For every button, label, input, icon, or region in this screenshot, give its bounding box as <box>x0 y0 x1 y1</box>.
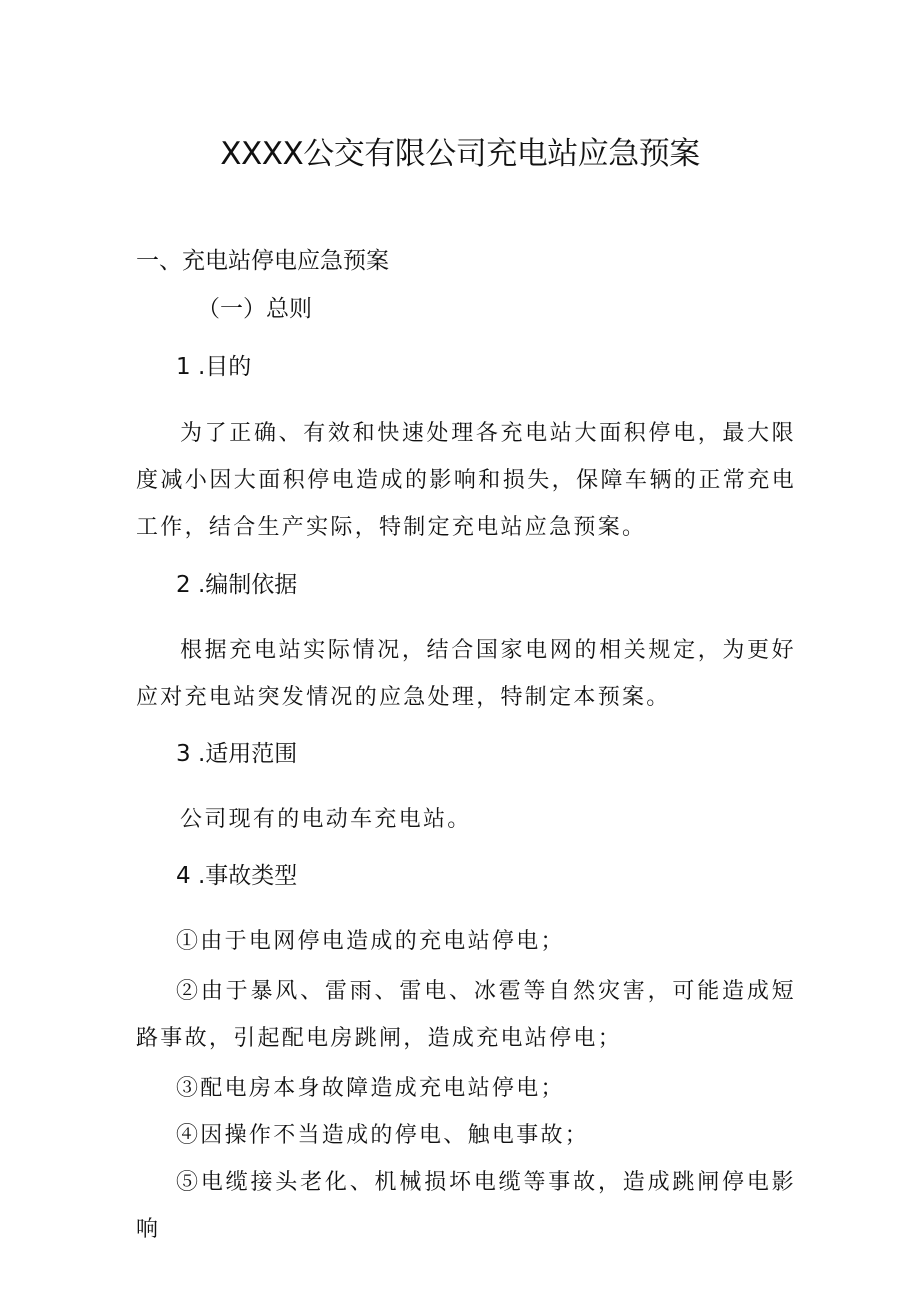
section-heading-power-outage: 一、充电站停电应急预案 <box>136 248 389 274</box>
heading-scope: 3 .适用范围 <box>176 741 298 767</box>
paragraph-scope: 公司现有的电动车充电站。 <box>180 807 472 832</box>
paragraph-basis: 根据充电站实际情况，结合国家电网的相关规定，为更好应对充电站突发情况的应急处理，特制定本预案。 <box>136 638 796 710</box>
list-item: ①由于电网停电造成的充电站停电； <box>176 929 565 954</box>
list-item: ③配电房本身故障造成充电站停电； <box>176 1076 565 1101</box>
list-item: ②由于暴风、雷雨、雷电、冰雹等自然灾害，可能造成短路事故，引起配电房跳闸，造成充电站停电； <box>136 979 796 1051</box>
paragraph-purpose: 为了正确、有效和快速处理各充电站大面积停电，最大限度减小因大面积停电造成的影响和损失，保障车辆的正常充电工作，结合生产实际，特制定充电站应急预案。 <box>136 421 796 540</box>
list-item: ④因操作不当造成的停电、触电事故； <box>176 1123 590 1148</box>
list-item: ⑤电缆接头老化、机械损坏电缆等事故，造成跳闸停电影响 <box>136 1170 796 1242</box>
heading-accident-types: 4 .事故类型 <box>176 863 298 889</box>
document-title: XXXX公交有限公司充电站应急预案 <box>220 136 700 172</box>
heading-basis: 2 .编制依据 <box>176 572 298 598</box>
heading-purpose: 1 .目的 <box>176 354 252 380</box>
subsection-heading-general: （一）总则 <box>197 296 312 322</box>
